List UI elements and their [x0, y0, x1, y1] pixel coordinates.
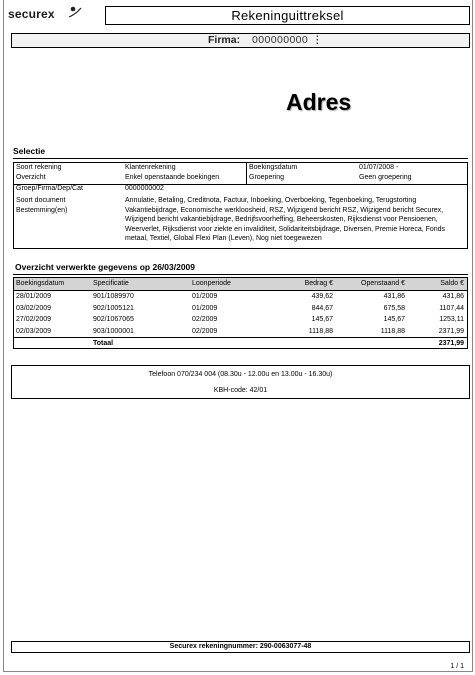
- table-cell: 439,62: [311, 293, 333, 300]
- docs-types-value: Annulatie, Betaling, Creditnota, Factuur, Inboeking, Overboeking, Tegenboeking, Terugstorting Vakantiebijdrage, Economische werkloosheid, RSZ, Wijzigend bericht RSZ, Wijzigend bericht Securex, Wijzigend bericht vakantiebijdrage, Bedrijfsvoorheffing, Beheerskosten, Rijksdienst voor Pensioenen, Weerverlet, Rijksdienst voor ziekte en invaliditeit, Solidariteitsbijdrage, Diversen, Premie Horeca, Fonds metaal, Textiel, Global Flexi Plan (Leven), Nog niet toegewezen: [125, 197, 446, 243]
- firma-marker: ⋮: [312, 34, 323, 46]
- docs-type-label: Soort document: [16, 197, 66, 204]
- table-cell: 01/2009: [192, 304, 218, 312]
- total-value: 2371,99: [438, 340, 464, 347]
- table-row: [14, 326, 467, 338]
- selection-row: [14, 163, 467, 173]
- selection-value: 0000000002: [125, 185, 164, 192]
- table-cell: 02/2009: [192, 327, 218, 335]
- logo-swoosh-icon: [68, 5, 82, 19]
- selection-docs-row: [14, 194, 467, 248]
- selection-value: 01/07/2008 -: [359, 164, 399, 171]
- account-number-box: Securex rekeningnummer: 290-0063077-48: [11, 641, 470, 653]
- document-page: [3, 0, 473, 672]
- document-title: Rekeninguittreksel: [105, 6, 470, 25]
- column-header: Saldo €: [440, 280, 464, 287]
- table-cell: 1118,88: [308, 327, 333, 335]
- selection-heading: Selectie: [13, 146, 46, 156]
- selection-label: Overzicht: [16, 174, 46, 181]
- table-row: [14, 291, 467, 303]
- overview-table: [13, 277, 468, 349]
- selection-label: Groep/Firma/Dep/Cat: [16, 185, 83, 192]
- selection-table: [13, 162, 468, 249]
- securex-logo: [8, 4, 98, 26]
- table-cell: 901/1089970: [93, 293, 134, 300]
- table-row: [14, 314, 467, 326]
- selection-label: Boekingsdatum: [249, 164, 298, 171]
- page-number: 1 / 1: [450, 663, 464, 670]
- selection-label: Soort rekening: [16, 164, 62, 171]
- table-cell: 1253,11: [439, 316, 464, 323]
- table-cell: 902/1005121: [93, 304, 134, 312]
- table-cell: 27/02/2009: [16, 316, 52, 323]
- overview-heading: Overzicht verwerkte gegevens op 26/03/2009: [15, 262, 196, 272]
- overview-rule: [13, 274, 468, 275]
- table-cell: 2371,99: [438, 327, 464, 335]
- column-header: Loonperiode: [192, 280, 231, 287]
- table-cell: 431,86: [383, 293, 405, 300]
- selection-value: Enkel openstaande boekingen: [125, 174, 220, 181]
- table-cell: 03/02/2009: [16, 304, 52, 312]
- kbh-code: KBH-code: 42/01: [213, 387, 268, 394]
- table-cell: 675,58: [383, 304, 405, 312]
- selection-value: Geen groepering: [359, 174, 412, 181]
- docs-destination-label: Bestemming(en): [16, 207, 68, 214]
- address-heading: Adres: [286, 89, 352, 115]
- logo-text: securex: [8, 7, 55, 21]
- column-header: Boekingsdatum: [16, 280, 65, 287]
- table-cell: 145,67: [383, 316, 405, 323]
- firma-number: 000000000: [252, 34, 309, 46]
- selection-row: [14, 173, 467, 183]
- contact-box: [11, 365, 470, 399]
- firma-label: Firma:: [208, 34, 241, 46]
- table-cell: 902/1067065: [93, 316, 134, 323]
- table-cell: 1118,88: [380, 327, 405, 335]
- selection-label: Groepering: [249, 174, 285, 181]
- table-total-row: [14, 337, 467, 348]
- selection-rule: [13, 158, 468, 159]
- contact-phone: Telefoon 070/234 004 (08.30u - 12.00u en 13.00u - 16.30u): [148, 371, 333, 378]
- table-cell: 844,67: [311, 304, 333, 312]
- table-cell: 02/03/2009: [16, 327, 52, 335]
- table-cell: 01/2009: [192, 293, 218, 300]
- selection-row: [14, 184, 467, 194]
- table-cell: 1107,44: [439, 304, 464, 312]
- table-cell: 903/1000001: [93, 327, 134, 335]
- table-header: [14, 278, 467, 291]
- table-cell: 02/2009: [192, 316, 218, 323]
- column-header: Openstaand €: [361, 280, 405, 287]
- total-label: Totaal: [93, 340, 114, 347]
- selection-value: Klantenrekening: [125, 164, 176, 171]
- table-cell: 431,86: [442, 293, 464, 300]
- table-row: [14, 303, 467, 315]
- column-header: Bedrag €: [304, 280, 333, 287]
- column-header: Specificatie: [93, 280, 129, 287]
- table-cell: 28/01/2009: [16, 293, 52, 300]
- firma-bar: [11, 33, 470, 48]
- table-cell: 145,67: [311, 316, 333, 323]
